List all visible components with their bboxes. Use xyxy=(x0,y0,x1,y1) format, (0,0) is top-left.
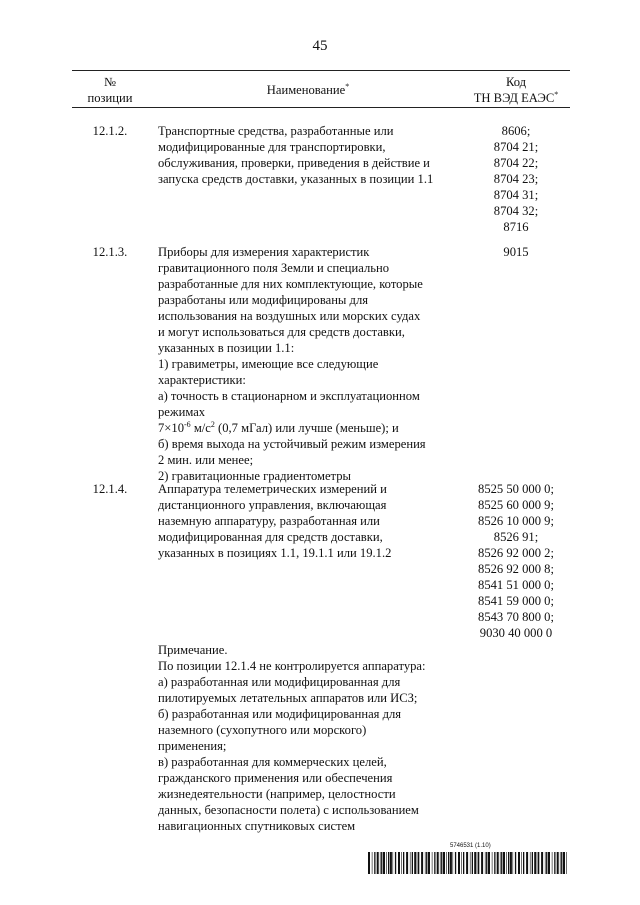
code-line: 8541 51 000 0; xyxy=(478,578,554,592)
row-name-line: Приборы для измерения характеристик xyxy=(158,245,370,259)
code-line: 9015 xyxy=(503,245,529,259)
header-position-line1: № xyxy=(103,75,117,89)
row-number: 12.1.3. xyxy=(92,245,128,259)
row-name xyxy=(158,244,458,484)
row-name xyxy=(158,123,458,187)
row-name-line: запуска средств доставки, указанных в позиции 1.1 xyxy=(158,172,434,186)
code-line: 8704 31; xyxy=(493,188,539,202)
code-line: 8704 22; xyxy=(493,156,539,170)
row-name-line: наземную аппаратуру, разработанная или xyxy=(158,514,380,528)
row-name xyxy=(158,481,458,561)
note-line: наземного (сухопутного или морского) xyxy=(158,723,367,737)
row-name-line: Транспортные средства, разработанные или xyxy=(158,124,394,138)
table-header-bottom-rule xyxy=(72,107,570,108)
header-code-footnote-mark: * xyxy=(554,90,559,99)
row-name-line: б) время выхода на устойчивый режим измерения xyxy=(158,437,426,451)
note-line: а) разработанная или модифицированная для xyxy=(158,675,401,689)
note-line: навигационных спутниковых систем xyxy=(158,819,356,833)
row-name-line: 2 мин. или менее; xyxy=(158,453,254,467)
barcode-image xyxy=(368,852,568,874)
note-line: б) разработанная или модифицированная для xyxy=(158,707,402,721)
row-name-line: режимах xyxy=(158,405,206,419)
code-line: 8526 91; xyxy=(493,530,539,544)
code-line: 8704 21; xyxy=(493,140,539,154)
header-position-line2: позиции xyxy=(87,91,133,105)
row-name-line: гравитационного поля Земли и специально xyxy=(158,261,390,275)
header-name-footnote-mark: * xyxy=(345,82,350,91)
header-position-column xyxy=(72,74,148,106)
note-line: гражданского применения или обеспечения xyxy=(158,771,393,785)
header-code-line1: Код xyxy=(505,75,527,89)
header-code-line2: ТН ВЭД ЕАЭС* xyxy=(473,90,559,105)
row-name-line: модифицированные для транспортировки, xyxy=(158,140,386,154)
row-name-line: указанных в позициях 1.1, 19.1.1 или 19.1.2 xyxy=(158,546,392,560)
accuracy-formula: $7\times 10^{-6}$ $м/с^2$ (0,7 мГал) или лучше (меньше); и xyxy=(158,420,399,435)
note-line: жизнедеятельности (например, целостности xyxy=(158,787,396,801)
row-name-line: и могут использоваться для средств доставки, xyxy=(158,325,405,339)
code-line: 8526 10 000 9; xyxy=(478,514,554,528)
header-name-column xyxy=(158,82,458,98)
code-line: 8716 xyxy=(503,220,529,234)
row-name-line: характеристики: xyxy=(158,373,246,387)
note-line: в) разработанная для коммерческих целей, xyxy=(158,755,387,769)
row-codes xyxy=(462,244,570,260)
row-name-line: использования на воздушных или морских судах xyxy=(158,309,421,323)
header-name-label: Наименование xyxy=(266,83,346,97)
row-name-line: модифицированная для средств доставки, xyxy=(158,530,383,544)
code-line: 8526 92 000 8; xyxy=(478,562,554,576)
page-number: 45 xyxy=(312,38,328,54)
note-block xyxy=(158,642,458,834)
header-code-column xyxy=(462,74,570,106)
note-line: пилотируемых летательных аппаратов или ИСЗ; xyxy=(158,691,418,705)
row-name-line: указанных в позиции 1.1: xyxy=(158,341,295,355)
note-title: Примечание. xyxy=(158,643,228,657)
code-line: 8526 92 000 2; xyxy=(478,546,554,560)
code-line: 8704 23; xyxy=(493,172,539,186)
row-name-line: разработанные для них комплектующие, которые xyxy=(158,277,423,291)
row-name-line: 2) гравитационные градиентометры xyxy=(158,469,351,483)
note-line: данных, безопасности полета) с использованием xyxy=(158,803,419,817)
row-name-line: а) точность в стационарном и эксплуатационном xyxy=(158,389,420,403)
row-codes xyxy=(462,123,570,235)
code-line: 8541 59 000 0; xyxy=(478,594,554,608)
code-line: 8606; xyxy=(501,124,531,138)
row-name-line: 1) гравиметры, имеющие все следующие xyxy=(158,357,379,371)
row-name-line: разработаны или модифицированы для xyxy=(158,293,369,307)
row-name-line: Аппаратура телеметрических измерений и xyxy=(158,482,387,496)
row-codes xyxy=(462,481,570,641)
code-line: 9030 40 000 0 xyxy=(479,626,553,640)
barcode-number: 5746531 (1.10) xyxy=(450,843,491,849)
code-line: 8543 70 800 0; xyxy=(478,610,554,624)
code-line: 8704 32; xyxy=(493,204,539,218)
row-name-line: обслуживания, проверки, приведения в действие и xyxy=(158,156,430,170)
code-line: 8525 60 000 9; xyxy=(478,498,554,512)
note-line: применения; xyxy=(158,739,227,753)
row-number: 12.1.2. xyxy=(92,124,128,138)
note-line: По позиции 12.1.4 не контролируется аппаратура: xyxy=(158,659,426,673)
code-line: 8525 50 000 0; xyxy=(478,482,554,496)
row-number: 12.1.4. xyxy=(92,482,128,496)
row-name-line: дистанционного управления, включающая xyxy=(158,498,387,512)
table-top-rule xyxy=(72,70,570,71)
